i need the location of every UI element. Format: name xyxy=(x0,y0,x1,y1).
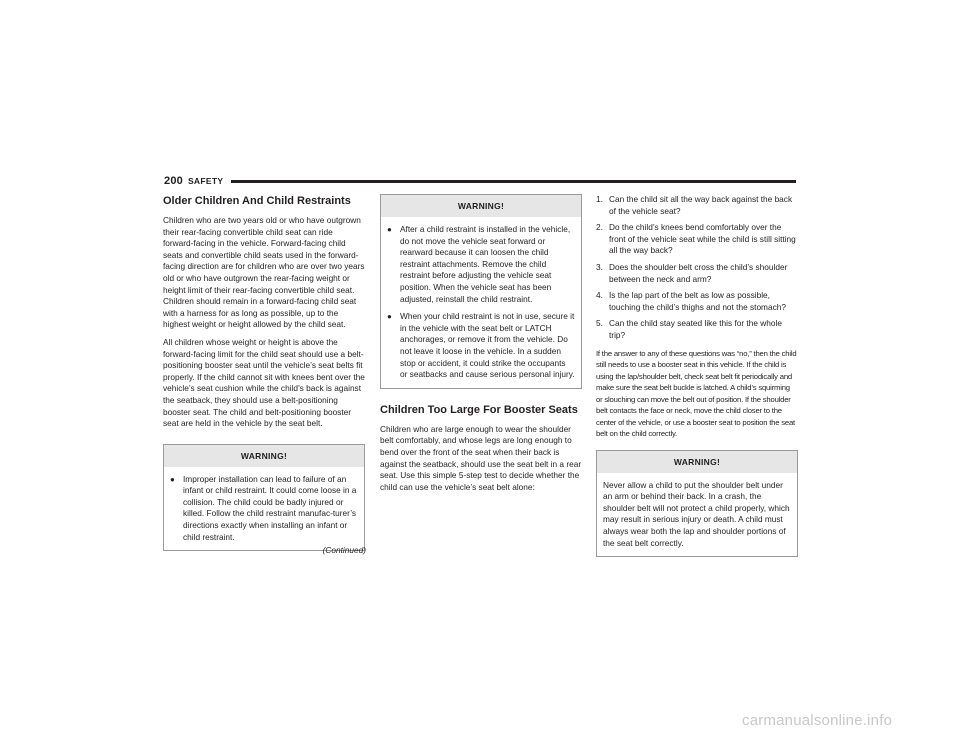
warning-title: WARNING! xyxy=(381,195,581,217)
list-item: 1. Can the child sit all the way back against the back of the vehicle seat? xyxy=(596,194,793,216)
header-rule xyxy=(231,180,796,183)
warning-body: Never allow a child to put the shoulder belt under an arm or behind their back. In a crash, the shoulder belt will not protect a child properly, which may result in serious injury or death. A child must always wear both the lap and shoulder portions of the seat belt correctly. xyxy=(603,479,790,548)
paragraph: All children whose weight or height is above the forward-facing limit for the child seat should use a belt-positioning booster seat until the vehicle’s seat belts fit properly. If the child cannot sit with knees bent over the vehicle’s seat cushion while the child’s back is against the seatback, they should use a belt-positioning booster seat. The child and belt-positioning booster seat are held in the vehicle by the seat belt. xyxy=(163,336,365,429)
five-step-test-list xyxy=(596,194,798,342)
paragraph: Children who are two years old or who have outgrown their rear-facing convertible child seat can ride forward-facing in the vehicle. Forward-facing child seats and convertible child seats used in the forward-facing direction are for children who are over two years old or who have outgrown the rear-facing weight or height limit of their rear-facing convertible child seat. Children should remain in a forward-facing child seat with a harness for as long as possible, up to the highest weight or height allowed by the child seat. xyxy=(163,215,365,330)
bullet-icon xyxy=(387,311,400,381)
bullet-icon xyxy=(387,224,400,305)
warning-body xyxy=(164,467,364,551)
watermark: carmanualsonline.info xyxy=(742,712,893,729)
column-left xyxy=(163,194,365,551)
list-item: 3. Does the shoulder belt cross the child’s shoulder between the neck and arm? xyxy=(596,261,788,284)
warning-title: WARNING! xyxy=(597,451,797,473)
section-title-booster-seats: Children Too Large For Booster Seats xyxy=(380,403,578,416)
warning-body xyxy=(381,217,581,388)
continued-label: (Continued) xyxy=(322,545,366,555)
list-item: 2. Do the child’s knees bend comfortably over the front of the vehicle seat while the child is still sitting all the way back? xyxy=(596,222,796,256)
warning-bullet: ● Improper installation can lead to failure of an infant or child restraint. It could come loose in a collision. The child could be badly injured or killed. Follow the child restraint manufac-turer’s directions exactly when installing an infant or child restraint. xyxy=(170,474,358,544)
column-middle xyxy=(380,194,582,499)
warning-title: WARNING! xyxy=(164,445,364,467)
list-item: 4. Is the lap part of the belt as low as possible, touching the child’s thighs and not the stomach? xyxy=(596,290,786,312)
page-number: 200 xyxy=(164,175,183,187)
warning-box xyxy=(596,450,798,558)
warning-bullet: ● When your child restraint is not in use, secure it in the vehicle with the seat belt or LATCH anchorages, or remove it from the vehicle. Do not leave it loose in the vehicle. In a sudden stop or accident, it could strike the occupants or seatbacks and cause serious personal injury. xyxy=(387,311,575,381)
paragraph: If the answer to any of these questions was “no,” then the child still needs to use a booster seat in this vehicle. If the child is using the lap/shoulder belt, check seat belt fit periodically and make sure the seat belt buckle is latched. A child’s squirming or slouching can move the belt out of position. If the shoulder belt contacts the face or neck, move the child closer to the center of the vehicle, or use a booster seat to position the seat belt on the child correctly. xyxy=(596,348,797,439)
column-right xyxy=(596,194,798,557)
list-item: 5. Can the child stay seated like this for the whole trip? xyxy=(596,318,782,340)
page-header xyxy=(164,171,796,191)
warning-box xyxy=(380,194,582,389)
warning-box xyxy=(163,444,365,552)
warning-bullet: ● After a child restraint is installed in the vehicle, do not move the vehicle seat forward or rearward because it can loosen the child restraint attachments. Remove the child restraint before adjusting the vehicle seat position. When the vehicle seat has been adjusted, reinstall the child restraint. xyxy=(387,224,575,305)
paragraph: Children who are large enough to wear the shoulder belt comfortably, and whose legs are long enough to bend over the front of the seat when their back is against the seatback, should use the seat belt in a rear seat. Use this simple 5-step test to decide whether the child can use the vehicle’s seat belt alone: xyxy=(380,423,582,492)
section-name: SAFETY xyxy=(187,176,224,186)
section-title-older-children: Older Children And Child Restraints xyxy=(163,195,351,207)
bullet-icon xyxy=(170,474,183,544)
